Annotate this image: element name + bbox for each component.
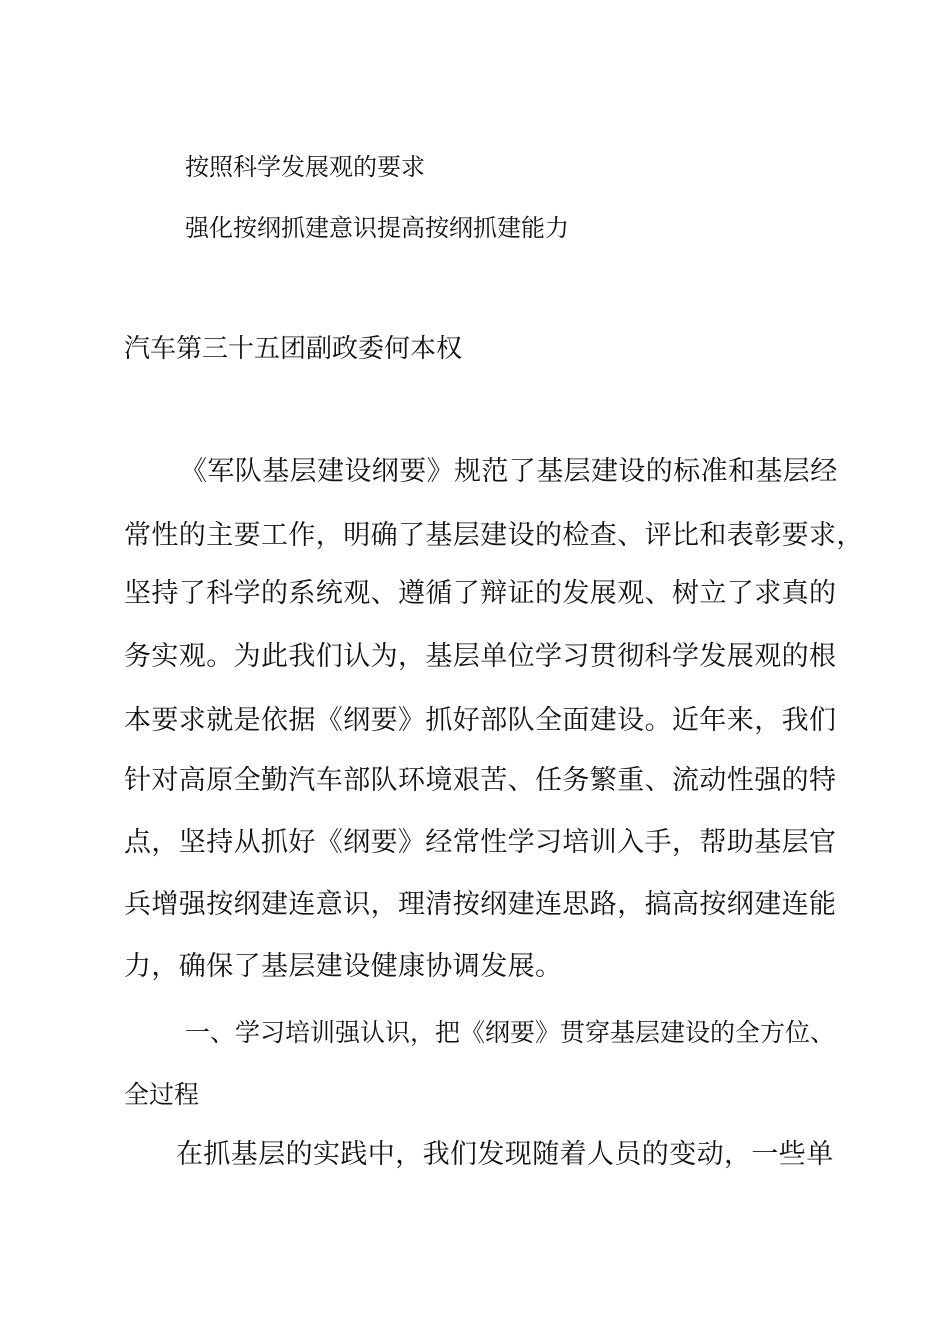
paragraph-1-line-4: 务实观。为此我们认为，基层单位学习贯彻科学发展观的根 bbox=[124, 641, 837, 672]
paragraph-1-line-6: 针对高原全勤汽车部队环境艰苦、任务繁重、流动性强的特 bbox=[124, 765, 837, 796]
section-1-heading-line-1: 一、学习培训强认识，把《纲要》贯穿基层建设的全方位、 bbox=[185, 1018, 836, 1047]
paragraph-1-line-8: 兵增强按纲建连意识，理清按纲建连思路，搞高按纲建连能 bbox=[124, 889, 837, 920]
paragraph-1-line-2: 常性的主要工作，明确了基层建设的检查、评比和表彰要求， bbox=[124, 520, 864, 551]
paragraph-2-line-1: 在抓基层的实践中，我们发现随着人员的变动，一些单 bbox=[176, 1139, 834, 1170]
paragraph-1-line-5: 本要求就是依据《纲要》抓好部队全面建设。近年来，我们 bbox=[124, 705, 837, 736]
paragraph-1-line-7: 点，坚持从抓好《纲要》经常性学习培训入手，帮助基层官 bbox=[124, 827, 837, 858]
author-line: 汽车第三十五团副政委何本权 bbox=[124, 334, 463, 364]
section-1-heading-line-2: 全过程 bbox=[124, 1080, 200, 1109]
title-line-2: 强化按纲抓建意识提高按纲抓建能力 bbox=[185, 214, 569, 242]
paragraph-1-line-3: 坚持了科学的系统观、遵循了辩证的发展观、树立了求真的 bbox=[124, 578, 837, 609]
title-line-1: 按照科学发展观的要求 bbox=[185, 153, 425, 181]
paragraph-1-line-9: 力，确保了基层建设健康协调发展。 bbox=[124, 951, 563, 982]
paragraph-1-line-1: 《军队基层建设纲要》规范了基层建设的标准和基层经 bbox=[180, 456, 838, 487]
